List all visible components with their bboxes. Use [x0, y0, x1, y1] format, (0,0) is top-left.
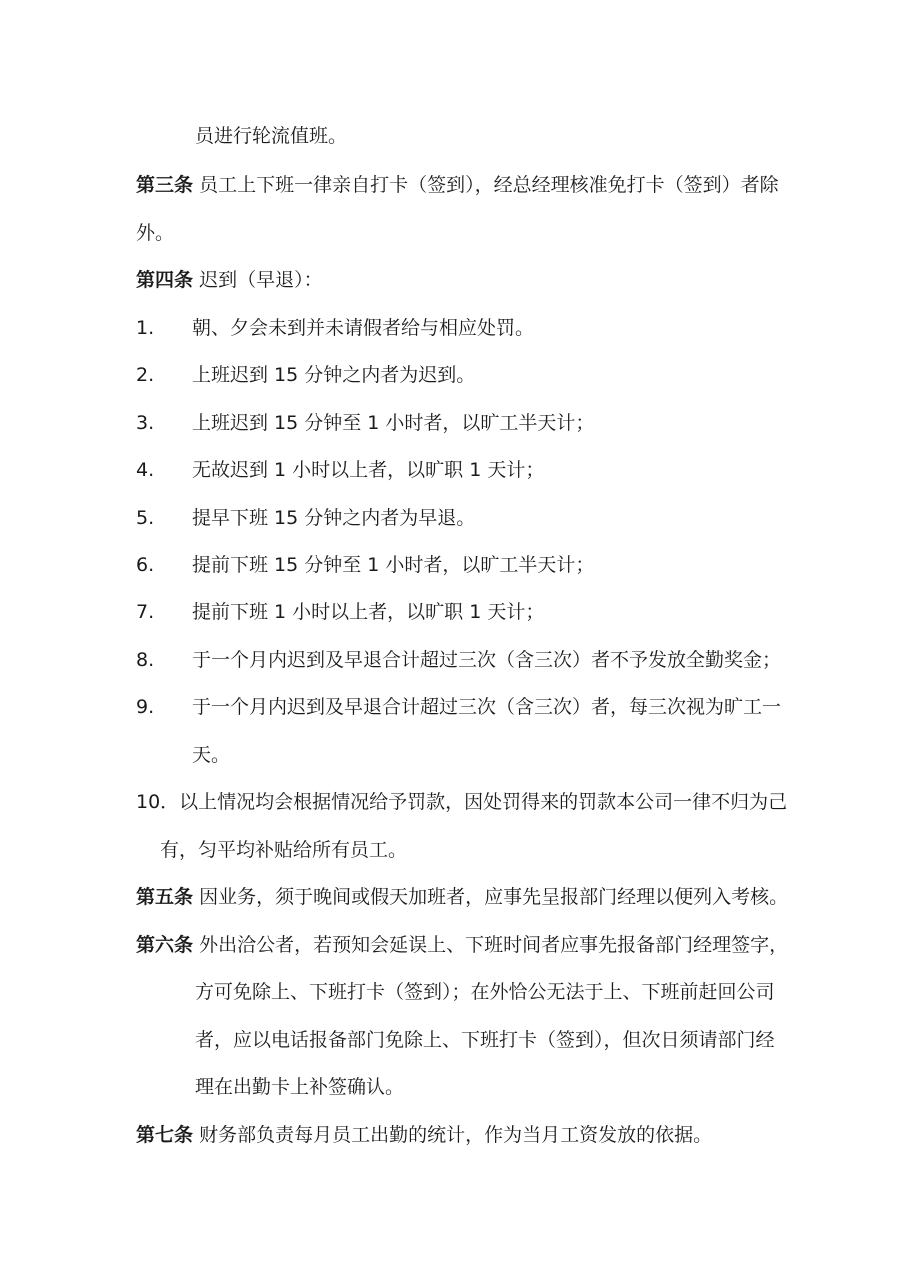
list-item-number: 5.	[136, 507, 155, 529]
article-3-line1: 员工上下班一律亲自打卡（签到），经总经理核准免打卡（签到）者除	[199, 174, 779, 196]
article-6	[136, 933, 788, 957]
list-item: 提前下班 15 分钟至 1 小时者，以旷工半天计；	[192, 554, 595, 576]
article-4	[136, 268, 323, 292]
list-item-continuation: 天。	[192, 744, 231, 766]
list-item: 于一个月内迟到及早退合计超过三次（含三次）者，每三次视为旷工一	[192, 696, 782, 718]
article-6-heading: 第六条	[136, 934, 194, 956]
list-item: 无故迟到 1 小时以上者，以旷职 1 天计；	[192, 459, 545, 481]
article-6-line3: 者，应以电话报备部门免除上、下班打卡（签到），但次日须请部门经	[195, 1029, 775, 1051]
list-item-number: 6.	[136, 554, 155, 576]
list-item: 提早下班 15 分钟之内者为早退。	[192, 507, 476, 529]
list-item-number: 2.	[136, 364, 155, 386]
article-6-line2: 方可免除上、下班打卡（签到）；在外恰公无法于上、下班前赶回公司	[195, 981, 775, 1003]
list-item-number: 3.	[136, 412, 155, 434]
article-3-heading: 第三条	[136, 174, 194, 196]
article-4-heading: 第四条	[136, 269, 194, 291]
article-6-line4: 理在出勤卡上补签确认。	[195, 1076, 405, 1098]
list-item: 10．以上情况均会根据情况给予罚款，因处罚得来的罚款本公司一律不归为己	[136, 791, 788, 813]
list-item: 于一个月内迟到及早退合计超过三次（含三次）者不予发放全勤奖金；	[192, 649, 782, 671]
list-item-continuation: 有，匀平均补贴给所有员工。	[160, 839, 408, 861]
article-5-text: 因业务，须于晚间或假天加班者，应事先呈报部门经理以便列入考核。	[199, 886, 789, 908]
list-item-number: 7.	[136, 601, 155, 623]
list-item: 上班迟到 15 分钟之内者为迟到。	[192, 364, 476, 386]
list-item-number: 8.	[136, 649, 155, 671]
article-5-heading: 第五条	[136, 886, 194, 908]
article-3	[136, 173, 779, 197]
list-item-number: 1.	[136, 317, 155, 339]
article-7-text: 财务部负责每月员工出勤的统计，作为当月工资发放的依据。	[199, 1124, 713, 1146]
article-6-line1: 外出洽公者，若预知会延误上、下班时间者应事先报备部门经理签字，	[199, 934, 789, 956]
list-item-number: 9.	[136, 696, 155, 718]
list-item: 朝、夕会未到并未请假者给与相应处罚。	[192, 317, 535, 339]
list-item-number: 4.	[136, 459, 155, 481]
article-7-heading: 第七条	[136, 1124, 194, 1146]
list-item: 上班迟到 15 分钟至 1 小时者，以旷工半天计；	[192, 412, 595, 434]
article-3-line2: 外。	[136, 222, 175, 244]
article-7	[136, 1123, 712, 1147]
article-4-title: 迟到（早退）：	[199, 269, 323, 291]
list-item: 提前下班 1 小时以上者，以旷职 1 天计；	[192, 601, 545, 623]
prev-continuation: 员进行轮流值班。	[195, 125, 348, 147]
article-5	[136, 885, 788, 909]
